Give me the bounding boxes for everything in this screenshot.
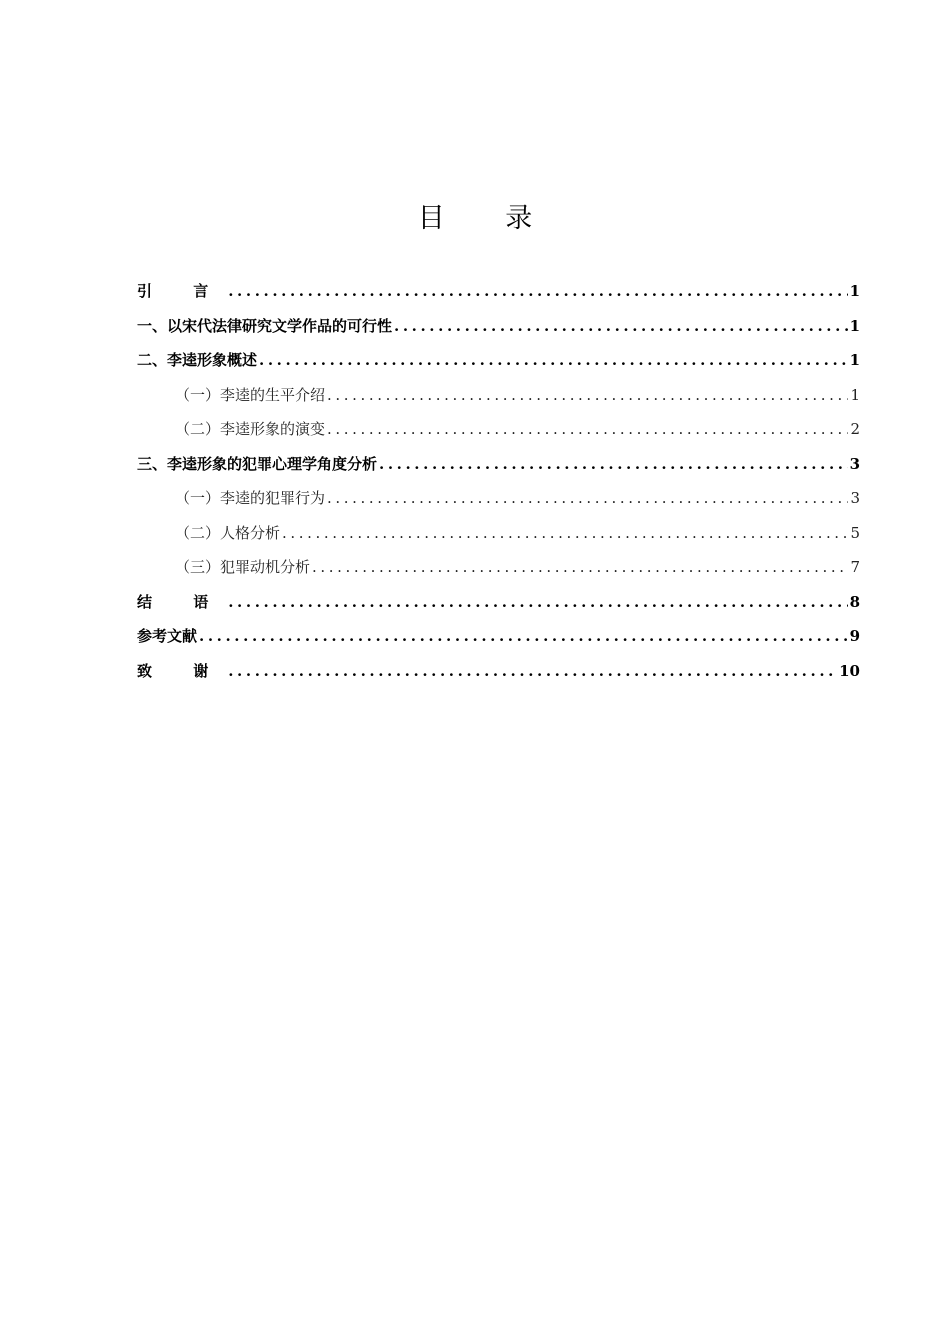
toc-leader-dots xyxy=(394,317,848,335)
toc-entry-references[interactable] xyxy=(137,625,860,660)
toc-entry-label: 结 语 xyxy=(137,592,227,611)
toc-entry-section-3-1[interactable] xyxy=(137,487,860,522)
toc-leader-dots xyxy=(312,558,848,576)
toc-page-number: 3 xyxy=(849,454,860,473)
toc-leader-dots xyxy=(228,282,847,300)
toc-list xyxy=(137,280,860,694)
toc-entry-label: 一、以宋代法律研究文学作品的可行性 xyxy=(137,316,393,335)
toc-entry-acknowledgements[interactable] xyxy=(137,660,860,695)
toc-leader-dots xyxy=(379,455,848,473)
toc-entry-section-2-1[interactable] xyxy=(137,384,860,419)
toc-page-number: 2 xyxy=(850,420,860,438)
toc-page-number: 8 xyxy=(849,592,860,611)
toc-entry-section-2-2[interactable] xyxy=(137,418,860,453)
toc-page-number: 5 xyxy=(850,523,860,542)
toc-leader-dots xyxy=(228,662,837,680)
toc-entry-section-2[interactable] xyxy=(137,349,860,384)
toc-entry-label: 引 言 xyxy=(137,282,227,300)
toc-leader-dots xyxy=(228,593,847,611)
toc-page-number: 1 xyxy=(849,351,860,369)
toc-leader-dots xyxy=(259,351,848,369)
toc-page-number: 9 xyxy=(849,627,860,645)
toc-entry-section-3[interactable] xyxy=(137,453,860,488)
toc-entry-conclusion[interactable] xyxy=(137,591,860,626)
toc-page-number: 7 xyxy=(850,558,860,576)
toc-entry-label: （二）人格分析 xyxy=(175,523,281,542)
toc-page-number: 10 xyxy=(839,661,860,680)
toc-entry-label: 致 谢 xyxy=(137,661,227,680)
toc-leader-dots xyxy=(327,386,848,404)
toc-entry-label: 参考文献 xyxy=(137,627,198,645)
toc-title: 目 录 xyxy=(417,203,559,234)
toc-entry-section-3-2[interactable] xyxy=(137,522,860,557)
toc-entry-label: （一）李逵的生平介绍 xyxy=(175,385,326,404)
toc-page-number: 1 xyxy=(849,316,860,335)
toc-page-number: 1 xyxy=(850,385,860,404)
toc-leader-dots xyxy=(199,627,848,645)
toc-entry-label: （三）犯罪动机分析 xyxy=(175,558,311,576)
toc-entry-label: （二）李逵形象的演变 xyxy=(175,420,326,438)
toc-page-number: 3 xyxy=(850,489,860,507)
toc-entry-label: 三、李逵形象的犯罪心理学角度分析 xyxy=(137,454,378,473)
toc-leader-dots xyxy=(327,489,848,507)
toc-entry-section-1[interactable] xyxy=(137,315,860,350)
toc-leader-dots xyxy=(282,524,848,542)
toc-entry-section-3-3[interactable] xyxy=(137,556,860,591)
toc-entry-label: 二、李逵形象概述 xyxy=(137,351,258,369)
toc-entry-introduction[interactable] xyxy=(137,280,860,315)
toc-page-number: 1 xyxy=(849,282,860,300)
toc-entry-label: （一）李逵的犯罪行为 xyxy=(175,489,326,507)
toc-leader-dots xyxy=(327,420,848,438)
